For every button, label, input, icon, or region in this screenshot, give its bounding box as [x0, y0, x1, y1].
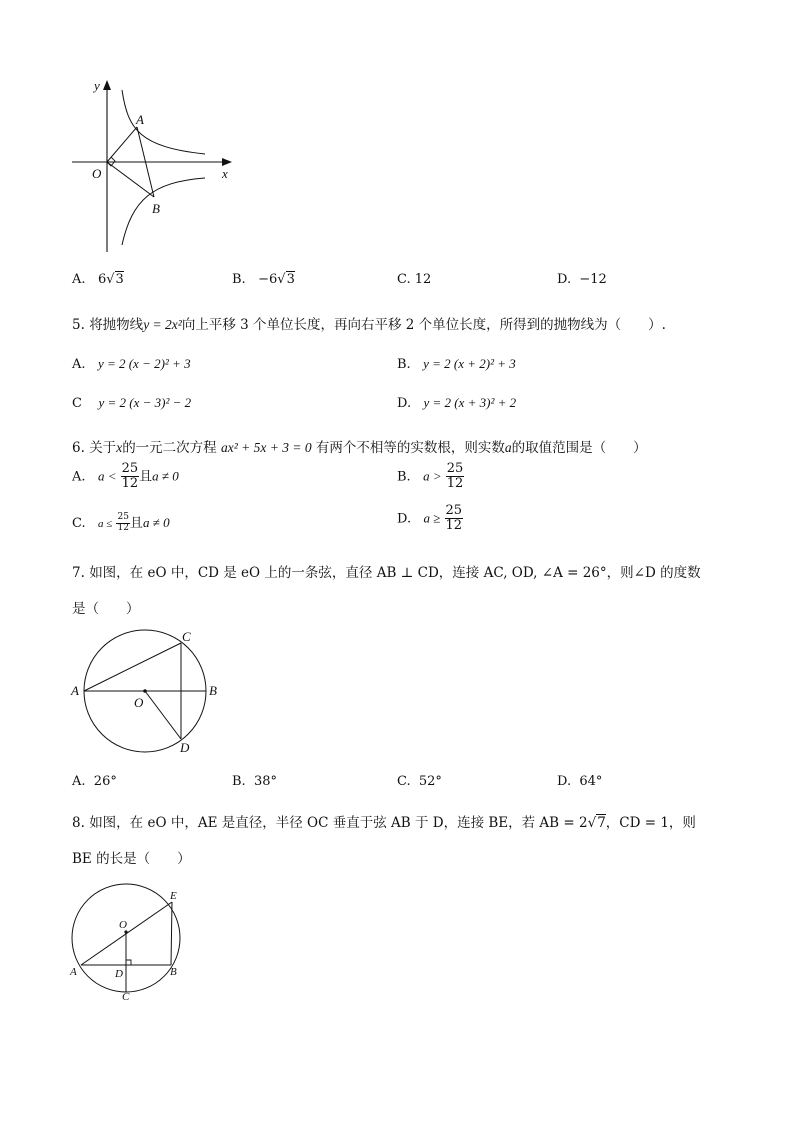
option-letter: C. — [72, 516, 86, 531]
option-letter: B. — [232, 774, 246, 789]
inequality-lhs: a > — [423, 468, 442, 484]
q6-option-b[interactable] — [397, 462, 464, 492]
option-value: 64° — [579, 774, 603, 789]
option-value: 26° — [93, 774, 117, 789]
right-angle-mark — [126, 960, 131, 965]
q7-option-d[interactable] — [557, 774, 602, 789]
option-value: 52° — [418, 774, 442, 789]
q8-circle-figure — [64, 882, 194, 1007]
q4-option-d[interactable] — [557, 272, 607, 287]
stem-text: 如图，在 eO 中，AE 是直径，半径 OC 垂直于弦 AB 于 D，连接 BE，若 AB = 2 — [89, 815, 588, 831]
q4-hyperbola-figure — [60, 70, 250, 260]
segment-OD — [145, 691, 181, 739]
parabola-eq: y = 2x² — [143, 317, 182, 332]
stem-text: BE 的长是（ ） — [72, 851, 191, 867]
option-letter: A. — [72, 272, 86, 287]
hyperbola-branch-lower — [122, 178, 205, 245]
y-axis-arrow — [103, 80, 111, 90]
option-value: −12 — [579, 272, 607, 287]
option-letter: C — [72, 396, 82, 411]
condition: a ≠ 0 — [152, 468, 179, 484]
q4-option-a[interactable]: A. 6√3 — [72, 272, 124, 287]
label-O: O — [119, 919, 127, 931]
x-axis-arrow — [222, 158, 232, 166]
and-word: 且 — [129, 516, 143, 531]
q7-option-b[interactable] — [232, 774, 277, 789]
option-letter: B. — [397, 469, 411, 485]
q6-option-d[interactable] — [397, 504, 463, 534]
denominator: 12 — [445, 518, 463, 534]
numerator: 25 — [121, 461, 139, 476]
q7-option-c[interactable] — [397, 774, 442, 789]
inequality-lhs: a ≤ — [98, 518, 113, 530]
label-C: C — [182, 629, 191, 644]
option-value: −6 — [258, 272, 278, 287]
option-letter: B. — [397, 357, 411, 372]
option-letter: C. — [397, 774, 411, 789]
q6-stem — [72, 436, 647, 456]
segment-AC — [84, 643, 181, 691]
label-A: A — [71, 683, 79, 698]
numerator: 25 — [446, 461, 464, 476]
q7-option-a[interactable] — [72, 774, 117, 789]
denominator: 12 — [117, 523, 129, 533]
q5-option-b[interactable] — [397, 356, 516, 372]
label-B: B — [170, 966, 177, 978]
option-letter: A. — [72, 774, 86, 789]
q5-option-a[interactable] — [72, 356, 191, 372]
option-expr: y = 2 (x − 2)² + 3 — [97, 356, 191, 371]
q8-stem-line1: 8. 如图，在 eO 中，AE 是直径，半径 OC 垂直于弦 AB 于 D，连接 BE，若 AB = 2√7，CD = 1，则 — [72, 815, 696, 831]
radicand: 7 — [597, 815, 606, 831]
label-A: A — [136, 112, 144, 127]
stem-text: 的一元二次方程 — [122, 440, 217, 456]
label-E: E — [170, 890, 177, 902]
fraction — [445, 504, 464, 534]
option-letter: B. — [232, 272, 246, 287]
q6-option-a[interactable] — [72, 462, 179, 492]
question-number: 6. — [72, 440, 85, 456]
center-dot — [143, 689, 147, 693]
option-expr: y = 2 (x + 2)² + 3 — [423, 356, 516, 371]
q7-circle-figure — [66, 625, 226, 760]
fraction — [121, 462, 140, 492]
option-value: 6 — [97, 272, 107, 287]
stem-text: 如图，在 eO 中，CD 是 eO 上的一条弦，直径 AB ⊥ CD，连接 AC, OD, ∠A = 26°，则∠D 的度数 — [89, 565, 701, 581]
fraction — [116, 513, 129, 534]
stem-text: 有两个不相等的实数根，则实数 — [315, 440, 505, 456]
option-letter: D. — [557, 272, 572, 287]
stem-text: 是（ ） — [72, 601, 140, 617]
label-D: D — [115, 968, 123, 980]
label-D: D — [180, 740, 190, 755]
label-C: C — [122, 991, 130, 1003]
stem-text: 关于 — [89, 440, 117, 456]
q5-option-c[interactable] — [72, 395, 191, 411]
label-A: A — [70, 966, 77, 978]
condition: a ≠ 0 — [142, 515, 170, 530]
stem-text: 将抛物线 — [89, 317, 144, 333]
question-number: 5. — [72, 317, 85, 333]
q7-stem-line1 — [72, 561, 701, 581]
option-letter: A. — [72, 469, 86, 485]
option-expr: y = 2 (x + 3)² + 2 — [423, 395, 517, 410]
q8-stem-line2 — [72, 847, 191, 867]
radicand: 3 — [115, 272, 124, 287]
and-word: 且 — [139, 469, 153, 485]
option-expr: y = 2 (x − 3)² − 2 — [98, 395, 192, 410]
var-x: x — [116, 440, 123, 455]
denominator: 12 — [446, 476, 464, 492]
q6-option-c[interactable] — [72, 512, 170, 534]
question-number: 7. — [72, 565, 85, 581]
var-a: a — [504, 440, 512, 455]
stem-text: ，CD = 1，则 — [605, 815, 696, 831]
option-letter: D. — [397, 511, 412, 527]
q7-stem-line2 — [72, 597, 140, 617]
radicand: 3 — [286, 272, 295, 287]
label-x: x — [222, 166, 228, 181]
option-letter: A. — [72, 357, 86, 372]
q5-option-d[interactable] — [397, 395, 516, 411]
fraction — [446, 462, 465, 492]
option-letter: C. — [397, 272, 411, 287]
numerator: 25 — [117, 512, 129, 523]
inequality-lhs: a < — [97, 468, 117, 484]
stem-text: 的取值范围是（ ） — [511, 440, 647, 456]
option-value: 12 — [414, 272, 432, 287]
question-number: 8. — [72, 815, 85, 831]
denominator: 12 — [121, 476, 139, 492]
q5-stem — [72, 313, 666, 333]
option-letter: D. — [397, 396, 412, 411]
q4-option-b[interactable]: B. −6√3 — [232, 272, 295, 287]
label-B: B — [152, 201, 160, 216]
equation: ax² + 5x + 3 = 0 — [220, 440, 312, 455]
segment-OA — [107, 127, 137, 162]
label-B: B — [209, 683, 217, 698]
option-value: 38° — [253, 774, 277, 789]
hyperbola-branch-upper — [122, 90, 205, 154]
inequality-lhs: a ≥ — [423, 510, 441, 526]
label-O: O — [92, 166, 102, 181]
option-letter: D. — [557, 774, 572, 789]
q4-option-c[interactable] — [397, 272, 431, 287]
numerator: 25 — [445, 503, 463, 518]
label-O: O — [134, 695, 144, 710]
label-y: y — [94, 78, 100, 93]
stem-text: 向上平移 3 个单位长度，再向右平移 2 个单位长度，所得到的抛物线为（ ）. — [181, 317, 666, 333]
segment-BE — [171, 902, 172, 965]
